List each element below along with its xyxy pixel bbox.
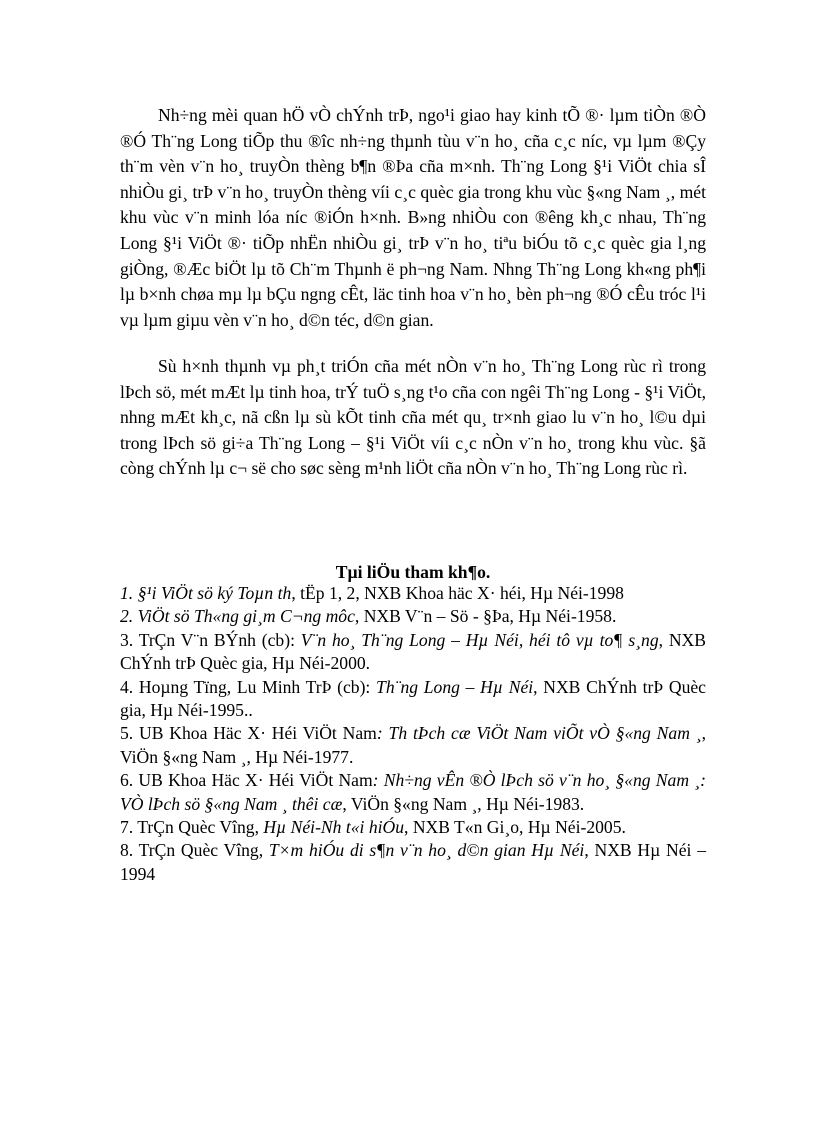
reference-item: 8. TrÇn Quèc Vîng, T×m hiÓu di s¶n v¨n ho¸ d©n gian Hµ Néi, NXB Hµ Néi – 1994 xyxy=(120,840,706,884)
reference-item: 7. TrÇn Quèc Vîng, Hµ Néi-Nh t«i hiÓu, NXB T«n Gi¸o, Hµ Néi-2005. xyxy=(120,817,626,838)
reference-item: 4. Hoµng Tïng, Lu Minh TrÞ (cb): Th¨ng Long – Hµ Néi, NXB ChÝnh trÞ Quèc gia, Hµ Néi-1995.. xyxy=(120,676,706,721)
body-paragraph-1: Nh÷ng mèi quan hÖ vÒ chÝnh trÞ, ngo¹i giao hay kinh tÕ ®· lµm tiÒn ®Ò ®Ó Th¨ng Long tiÕp thu ®îc nh÷ng thµnh tùu v¨n ho¸ cña c¸c níc, vµ lµm ®Çy th¨m vèn v¨n ho¸ truyÒn thèng b¶n ®Þa cña m×nh. Th¨ng Long §¹i ViÖt chia sÎ nhiÒu gi¸ trÞ v¨n ho¸ truyÒn thèng víi c¸c quèc gia trong khu vùc §«ng Nam ¸, mét khu vùc v¨n minh lóa níc ®iÓn h×nh. B»ng nhiÒu con ®êng kh¸c nhau, Th¨ng Long §¹i ViÖt ®· tiÕp nhËn nhiÒu gi¸ trÞ v¨n ho¸ tiªu biÓu tõ c¸c quèc gia l¸ng giÒng, ®Æc biÖt lµ tõ Ch¨m Thµnh ë ph¬ng Nam. Nhng Th¨ng Long kh«ng ph¶i lµ b×nh chøa mµ lµ bÇu ngng cÊt, läc tinh hoa v¨n ho¸ bèn ph¬ng ®Ó cÊu tróc l¹i vµ lµm giµu vèn v¨n ho¸ d©n téc, d©n gian. xyxy=(120,105,706,330)
references-list xyxy=(120,582,706,886)
reference-item: 5. UB Khoa Häc X· Héi ViÖt Nam: Th tÞch cæ ViÖt Nam viÕt vÒ §«ng Nam ¸, ViÖn §«ng Nam ¸, Hµ Néi-1977. xyxy=(120,723,706,767)
reference-item: 6. UB Khoa Häc X· Héi ViÖt Nam: Nh÷ng vÊn ®Ò lÞch sö v¨n ho¸ §«ng Nam ¸: VÒ lÞch sö §«ng Nam ¸ thêi cæ, ViÖn §«ng Nam ¸, Hµ Néi-1983. xyxy=(120,770,706,814)
body-paragraph-2: Sù h×nh thµnh vµ ph¸t triÓn cña mét nÒn v¨n ho¸ Th¨ng Long rùc rì trong lÞch sö, mét mÆt lµ tinh hoa, trÝ tuÖ s¸ng t¹o cña con ngêi Th¨ng Long - §¹i ViÖt, nhng mÆt kh¸c, nã cßn lµ sù kÕt tinh cña mét qu¸ tr×nh giao lu v¨n ho¸ l©u dµi trong lÞch sö gi÷a Th¨ng Long – §¹i ViÖt víi c¸c nÒn v¨n ho¸ trong khu vùc. §ã còng chÝnh lµ c¬ së cho søc sèng m¹nh liÖt cña nÒn v¨n ho¸ Th¨ng Long rùc rì. xyxy=(120,356,706,479)
reference-item: 3. TrÇn V¨n BÝnh (cb): V¨n ho¸ Th¨ng Long – Hµ Néi, héi tô vµ to¶ s¸ng, NXB ChÝnh trÞ Quèc gia, Hµ Néi-2000. xyxy=(120,629,706,674)
reference-item: 2. ViÖt sö Th«ng gi¸m C¬ng môc, NXB V¨n – Sö - §Þa, Hµ Néi-1958. xyxy=(120,606,617,627)
reference-item: 1. §¹i ViÖt sö ký Toµn th, tËp 1, 2, NXB Khoa häc X· héi, Hµ Néi-1998 xyxy=(120,583,624,603)
references-heading: Tµi liÖu tham kh¶o. xyxy=(335,562,491,582)
